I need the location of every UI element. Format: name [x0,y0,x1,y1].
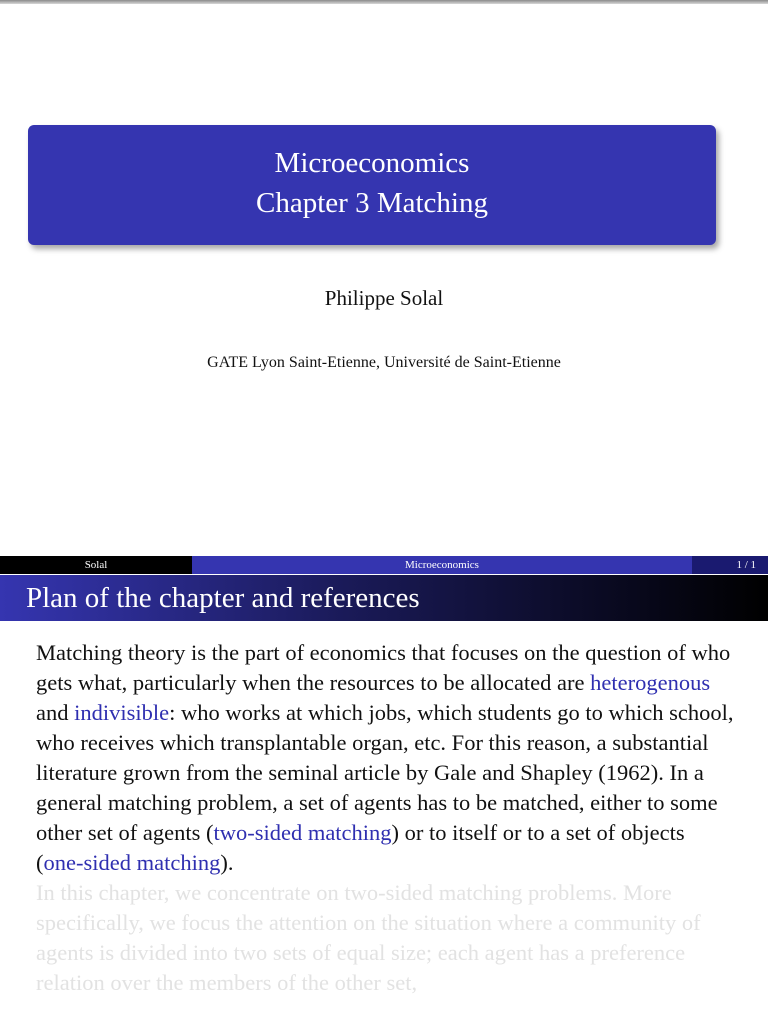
author-name: Philippe Solal [324,286,444,310]
slide-body [36,638,736,998]
presentation-title: Microeconomics [274,147,470,179]
frame-title-bar [0,575,768,621]
text-segment: ). [220,850,234,875]
paragraph-faded: In this chapter, we concentrate on two-sided matching problems. More specifically, we focus the attention on the situation where a community of agents is divided into two sets of equal size; each agent has a preference relation over the members of the other set, [36,880,701,995]
footer-page-number: 1 / 1 [736,559,756,571]
footer-author: Solal [0,556,192,574]
footer-page-box [692,556,768,574]
text-segment: : who works at which jobs, which students go to which school, who receives which transplantable organ, etc. For this reason, a substantial literature grown from the seminal article by Gale and Shapley (1962). In a general matching problem, a set of agents has to be matched, either to some other set of agents ( [36,700,734,845]
text-segment: ) or to itself or to a set of objects ( [36,820,685,875]
institution: GATE Lyon Saint-Etienne, Université de Saint-Etienne [207,354,561,371]
text-segment: Matching theory is the part of economics that focuses on the question of who gets what, particularly when the resources to be allocated are [36,640,731,695]
paragraph-matching-theory [36,638,736,878]
chapter-title: Chapter 3 Matching [256,187,488,219]
frame-title: Plan of the chapter and references [26,582,420,614]
slide-footer [0,556,768,574]
highlight-heterogenous: heterogenous [590,670,711,695]
text-segment: and [36,700,75,725]
highlight-indivisible: indivisible [74,700,170,725]
highlight-two-sided-matching: two-sided matching [213,820,392,845]
footer-title: Microeconomics [192,556,692,574]
highlight-one-sided-matching: one-sided matching [43,850,221,875]
top-border [0,0,768,4]
title-box [28,125,716,245]
